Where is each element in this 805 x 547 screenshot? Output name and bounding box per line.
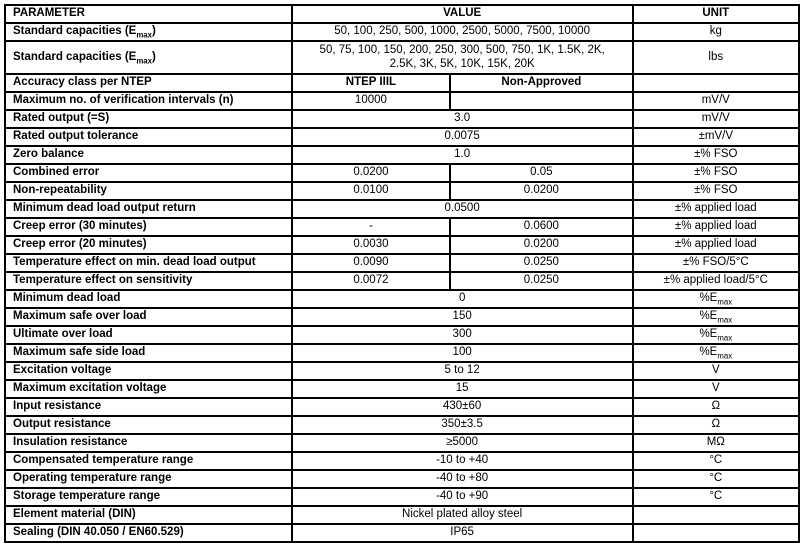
table-row — [5, 182, 799, 200]
parameter-cell: Maximum safe side load — [5, 344, 292, 362]
value-cell-left: NTEP IIIL — [292, 74, 450, 92]
unit-cell: °C — [633, 488, 799, 506]
unit-cell: ±% applied load — [633, 218, 799, 236]
table-row — [5, 41, 799, 74]
table-row — [5, 506, 799, 524]
unit-cell — [633, 524, 799, 542]
value-cell: 430±60 — [292, 398, 633, 416]
parameter-cell: Output resistance — [5, 416, 292, 434]
value-cell-left: 0.0200 — [292, 164, 450, 182]
value-cell: 3.0 — [292, 110, 633, 128]
table-row — [5, 146, 799, 164]
value-cell: 1.0 — [292, 146, 633, 164]
value-cell: 300 — [292, 326, 633, 344]
value-cell-right — [450, 92, 632, 110]
value-cell-right: 0.0200 — [450, 182, 632, 200]
unit-cell: ±% FSO — [633, 146, 799, 164]
unit-cell: V — [633, 362, 799, 380]
value-cell-right: 0.0200 — [450, 236, 632, 254]
parameter-cell: Maximum excitation voltage — [5, 380, 292, 398]
parameter-cell: Standard capacities $(E_{max})$ — [5, 41, 292, 74]
table-row — [5, 200, 799, 218]
value-cell: 50, 100, 250, 500, 1000, 2500, 5000, 7500, 10000 — [292, 23, 633, 41]
value-cell: -40 to +90 — [292, 488, 633, 506]
parameter-cell: Standard capacities $(E_{max})$ — [5, 23, 292, 41]
table-row — [5, 110, 799, 128]
table-row — [5, 308, 799, 326]
parameter-cell: Temperature effect on sensitivity — [5, 272, 292, 290]
value-cell: 0 — [292, 290, 633, 308]
unit-cell: mV/V — [633, 92, 799, 110]
parameter-cell: Operating temperature range — [5, 470, 292, 488]
table-row — [5, 164, 799, 182]
parameter-cell: Maximum safe over load — [5, 308, 292, 326]
parameter-cell: Storage temperature range — [5, 488, 292, 506]
value-cell: -10 to +40 — [292, 452, 633, 470]
specification-table — [4, 4, 800, 543]
value-cell-right: Non-Approved — [450, 74, 632, 92]
unit-cell: $\%E_{max}$ — [633, 308, 799, 326]
value-cell-right: 0.0600 — [450, 218, 632, 236]
table-row — [5, 380, 799, 398]
parameter-cell: Creep error (30 minutes) — [5, 218, 292, 236]
parameter-cell: Compensated temperature range — [5, 452, 292, 470]
value-cell: 0.0075 — [292, 128, 633, 146]
value-cell-left: 0.0030 — [292, 236, 450, 254]
value-cell: ≥5000 — [292, 434, 633, 452]
unit-cell: Ω — [633, 416, 799, 434]
unit-cell: Ω — [633, 398, 799, 416]
parameter-cell: Rated output tolerance — [5, 128, 292, 146]
table-header-row — [5, 5, 799, 23]
table-row — [5, 524, 799, 542]
value-cell-right: 0.0250 — [450, 254, 632, 272]
parameter-cell: Insulation resistance — [5, 434, 292, 452]
table-body — [5, 23, 799, 542]
table-row — [5, 254, 799, 272]
value-cell-left: - — [292, 218, 450, 236]
parameter-cell: Element material (DIN) — [5, 506, 292, 524]
table-row — [5, 344, 799, 362]
parameter-cell: Accuracy class per NTEP — [5, 74, 292, 92]
table-row — [5, 23, 799, 41]
parameter-cell: Maximum no. of verification intervals (n) — [5, 92, 292, 110]
unit-cell: ±% FSO/5°C — [633, 254, 799, 272]
table-row — [5, 434, 799, 452]
unit-cell: mV/V — [633, 110, 799, 128]
value-cell: 5 to 12 — [292, 362, 633, 380]
value-cell: 0.0500 — [292, 200, 633, 218]
table-row — [5, 326, 799, 344]
parameter-cell: Ultimate over load — [5, 326, 292, 344]
table-row — [5, 362, 799, 380]
table-row — [5, 470, 799, 488]
unit-cell — [633, 506, 799, 524]
header-value: VALUE — [292, 5, 633, 23]
parameter-cell: Non-repeatability — [5, 182, 292, 200]
unit-cell: MΩ — [633, 434, 799, 452]
unit-cell: ±% FSO — [633, 182, 799, 200]
unit-cell: $\%E_{max}$ — [633, 326, 799, 344]
value-cell-right: 0.0250 — [450, 272, 632, 290]
unit-cell: °C — [633, 452, 799, 470]
table-row — [5, 218, 799, 236]
parameter-cell: Minimum dead load — [5, 290, 292, 308]
unit-cell: ±% applied load/5°C — [633, 272, 799, 290]
value-cell: 100 — [292, 344, 633, 362]
value-cell: IP65 — [292, 524, 633, 542]
header-unit: UNIT — [633, 5, 799, 23]
table-row — [5, 74, 799, 92]
value-cell-left: 0.0100 — [292, 182, 450, 200]
unit-cell: °C — [633, 470, 799, 488]
parameter-cell: Input resistance — [5, 398, 292, 416]
unit-cell: V — [633, 380, 799, 398]
table-row — [5, 416, 799, 434]
value-cell: 15 — [292, 380, 633, 398]
value-cell-right: 0.05 — [450, 164, 632, 182]
unit-cell — [633, 74, 799, 92]
unit-cell: $\%E_{max}$ — [633, 344, 799, 362]
value-cell-left: 10000 — [292, 92, 450, 110]
header-parameter: PARAMETER — [5, 5, 292, 23]
parameter-cell: Creep error (20 minutes) — [5, 236, 292, 254]
unit-cell: lbs — [633, 41, 799, 74]
parameter-cell: Temperature effect on min. dead load output — [5, 254, 292, 272]
table-row — [5, 272, 799, 290]
table-row — [5, 488, 799, 506]
table-row — [5, 236, 799, 254]
parameter-cell: Combined error — [5, 164, 292, 182]
table-row — [5, 452, 799, 470]
unit-cell: $\%E_{max}$ — [633, 290, 799, 308]
value-cell-left: 0.0072 — [292, 272, 450, 290]
unit-cell: kg — [633, 23, 799, 41]
value-cell: 50, 75, 100, 150, 200, 250, 300, 500, 750, 1K, 1.5K, 2K, 2.5K, 3K, 5K, 10K, 15K, 20K — [292, 41, 633, 74]
parameter-cell: Excitation voltage — [5, 362, 292, 380]
unit-cell: ±% applied load — [633, 200, 799, 218]
table-row — [5, 290, 799, 308]
parameter-cell: Rated output (=S) — [5, 110, 292, 128]
unit-cell: ±% FSO — [633, 164, 799, 182]
value-cell: 150 — [292, 308, 633, 326]
table-row — [5, 398, 799, 416]
value-cell: 350±3.5 — [292, 416, 633, 434]
parameter-cell: Sealing (DIN 40.050 / EN60.529) — [5, 524, 292, 542]
value-cell: Nickel plated alloy steel — [292, 506, 633, 524]
table-row — [5, 128, 799, 146]
value-cell-left: 0.0090 — [292, 254, 450, 272]
unit-cell: ±% applied load — [633, 236, 799, 254]
table-row — [5, 92, 799, 110]
parameter-cell: Zero balance — [5, 146, 292, 164]
value-cell: -40 to +80 — [292, 470, 633, 488]
parameter-cell: Minimum dead load output return — [5, 200, 292, 218]
unit-cell: ±mV/V — [633, 128, 799, 146]
